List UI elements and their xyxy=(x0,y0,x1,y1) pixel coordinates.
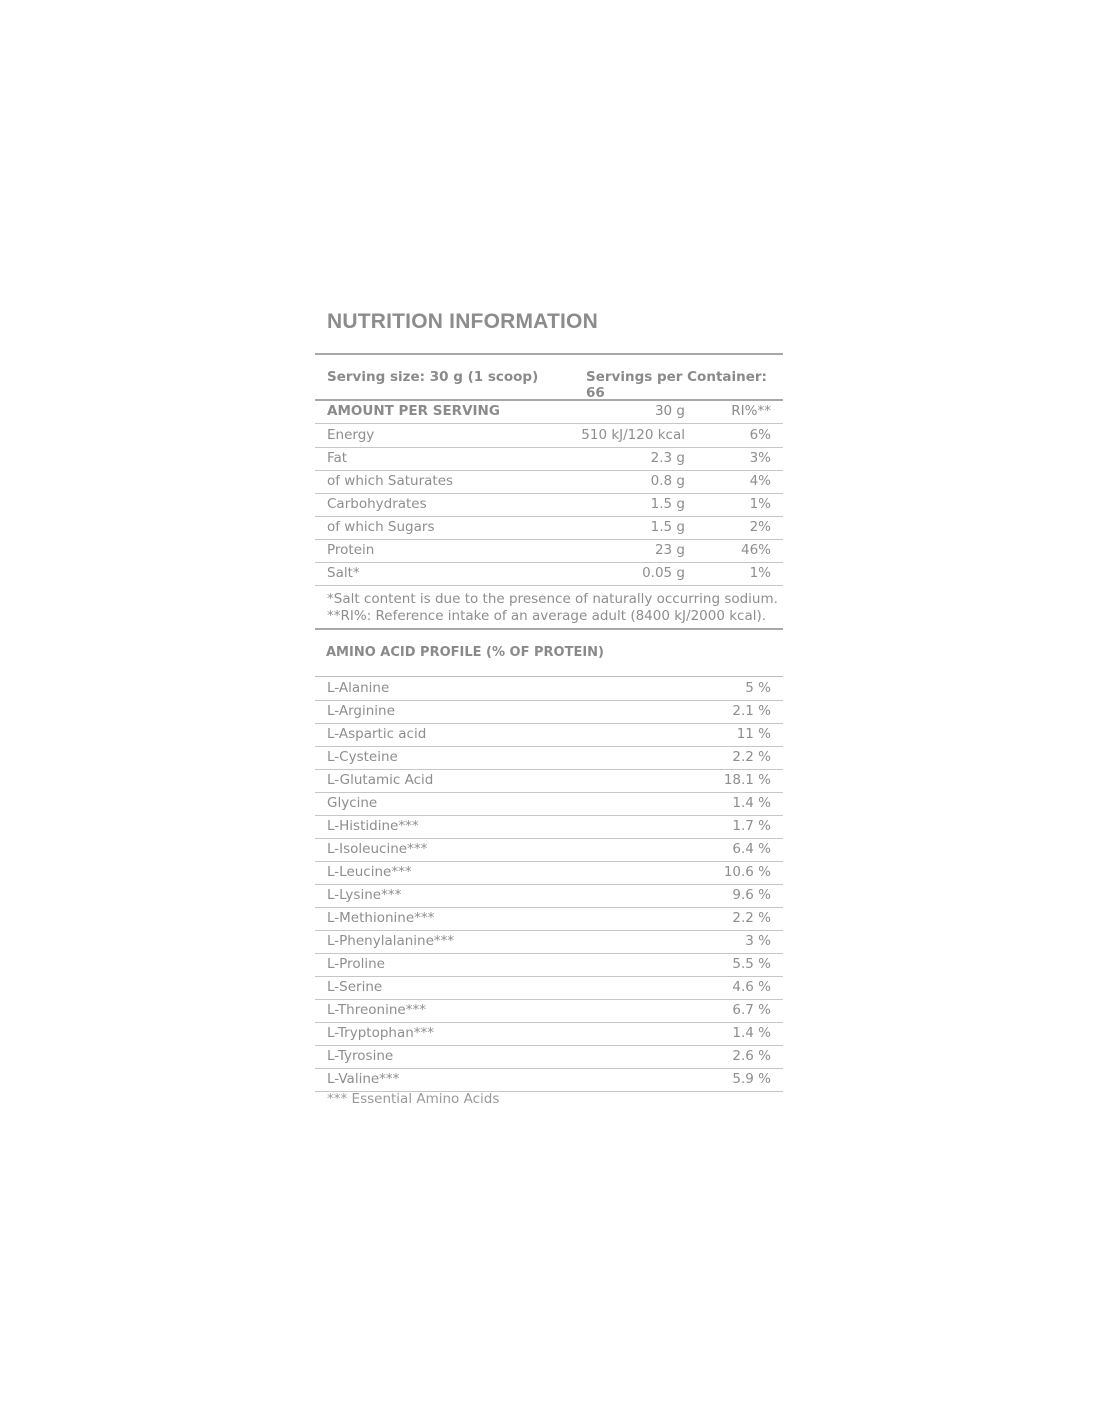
nutrient-ri: 46% xyxy=(740,542,771,558)
amino-name: L-Histidine*** xyxy=(327,818,419,834)
nutrient-ri: 6% xyxy=(749,427,771,443)
amino-row xyxy=(315,1045,783,1069)
nutrient-name: Energy xyxy=(327,427,375,443)
nutrient-name: Carbohydrates xyxy=(327,496,427,512)
amino-name: L-Threonine*** xyxy=(327,1002,426,1018)
nutrient-ri: 1% xyxy=(749,565,771,581)
nutrient-amount: 0.8 g xyxy=(650,473,685,489)
nutrition-row xyxy=(315,539,783,563)
amino-section-title: AMINO ACID PROFILE (% OF PROTEIN) xyxy=(326,645,604,660)
amino-row xyxy=(315,953,783,977)
salt-note: *Salt content is due to the presence of naturally occurring sodium. xyxy=(327,591,778,607)
servings-per-container: Servings per Container: 66 xyxy=(586,369,767,401)
amino-row xyxy=(315,746,783,770)
page-title: NUTRITION INFORMATION xyxy=(327,310,598,333)
amino-name: L-Alanine xyxy=(327,680,390,696)
amino-value: 4.6 % xyxy=(732,979,771,995)
amino-row xyxy=(315,723,783,747)
nutrient-ri: 4% xyxy=(749,473,771,489)
amino-value: 6.4 % xyxy=(732,841,771,857)
nutrition-header-row xyxy=(315,400,783,424)
amino-value: 3 % xyxy=(745,933,771,949)
amino-name: L-Methionine*** xyxy=(327,910,435,926)
serving-size: Serving size: 30 g (1 scoop) xyxy=(327,369,539,385)
nutrient-name: Fat xyxy=(327,450,348,466)
amino-name: L-Glutamic Acid xyxy=(327,772,434,788)
nutrition-row xyxy=(315,493,783,517)
nutrient-amount: 1.5 g xyxy=(650,496,685,512)
amino-value: 2.1 % xyxy=(732,703,771,719)
amino-row xyxy=(315,907,783,931)
amino-value: 5.5 % xyxy=(732,956,771,972)
nutrient-name: Salt* xyxy=(327,565,360,581)
amino-name: L-Lysine*** xyxy=(327,887,402,903)
amino-value: 18.1 % xyxy=(723,772,771,788)
amino-row xyxy=(315,769,783,793)
essential-amino-footnote: *** Essential Amino Acids xyxy=(327,1091,500,1107)
nutrient-name: of which Saturates xyxy=(327,473,454,489)
amino-value: 2.2 % xyxy=(732,910,771,926)
amino-name: L-Proline xyxy=(327,956,385,972)
serving-amount-label: 30 g xyxy=(654,403,685,419)
amino-row xyxy=(315,1022,783,1046)
amino-row xyxy=(315,838,783,862)
amino-value: 9.6 % xyxy=(732,887,771,903)
nutrient-amount: 510 kJ/120 kcal xyxy=(581,427,685,443)
ri-note: **RI%: Reference intake of an average adult (8400 kJ/2000 kcal). xyxy=(327,608,767,624)
amino-value: 1.4 % xyxy=(732,795,771,811)
nutrient-amount: 0.05 g xyxy=(642,565,685,581)
amino-divider xyxy=(315,628,783,630)
amino-name: L-Valine*** xyxy=(327,1071,400,1087)
nutrition-row xyxy=(315,447,783,471)
amino-name: L-Phenylalanine*** xyxy=(327,933,455,949)
amino-row xyxy=(315,700,783,724)
nutrient-amount: 2.3 g xyxy=(650,450,685,466)
amino-row xyxy=(315,1068,783,1092)
amount-per-serving-label: AMOUNT PER SERVING xyxy=(327,403,500,419)
amino-value: 11 % xyxy=(736,726,771,742)
amino-row xyxy=(315,861,783,885)
amino-row xyxy=(315,884,783,908)
amino-name: L-Aspartic acid xyxy=(327,726,427,742)
top-divider xyxy=(315,353,783,355)
amino-name: L-Tyrosine xyxy=(327,1048,394,1064)
amino-value: 1.7 % xyxy=(732,818,771,834)
ri-label: RI%** xyxy=(731,403,771,419)
amino-name: L-Leucine*** xyxy=(327,864,412,880)
amino-name: L-Cysteine xyxy=(327,749,398,765)
amino-name: L-Isoleucine*** xyxy=(327,841,428,857)
nutrient-amount: 23 g xyxy=(654,542,685,558)
nutrient-ri: 3% xyxy=(749,450,771,466)
nutrition-row xyxy=(315,470,783,494)
amino-value: 6.7 % xyxy=(732,1002,771,1018)
nutrient-amount: 1.5 g xyxy=(650,519,685,535)
nutrition-row xyxy=(315,516,783,540)
amino-row xyxy=(315,815,783,839)
amino-name: L-Arginine xyxy=(327,703,395,719)
amino-value: 2.6 % xyxy=(732,1048,771,1064)
nutrition-row xyxy=(315,424,783,448)
amino-name: L-Serine xyxy=(327,979,383,995)
amino-row xyxy=(315,792,783,816)
nutrient-name: Protein xyxy=(327,542,375,558)
nutrition-row xyxy=(315,562,783,586)
amino-name: Glycine xyxy=(327,795,378,811)
amino-value: 1.4 % xyxy=(732,1025,771,1041)
amino-row xyxy=(315,976,783,1000)
nutrient-ri: 2% xyxy=(749,519,771,535)
amino-value: 10.6 % xyxy=(723,864,771,880)
amino-row xyxy=(315,930,783,954)
amino-row xyxy=(315,677,783,701)
amino-value: 5 % xyxy=(745,680,771,696)
nutrient-ri: 1% xyxy=(749,496,771,512)
amino-value: 2.2 % xyxy=(732,749,771,765)
amino-value: 5.9 % xyxy=(732,1071,771,1087)
amino-name: L-Tryptophan*** xyxy=(327,1025,435,1041)
nutrient-name: of which Sugars xyxy=(327,519,435,535)
amino-row xyxy=(315,999,783,1023)
